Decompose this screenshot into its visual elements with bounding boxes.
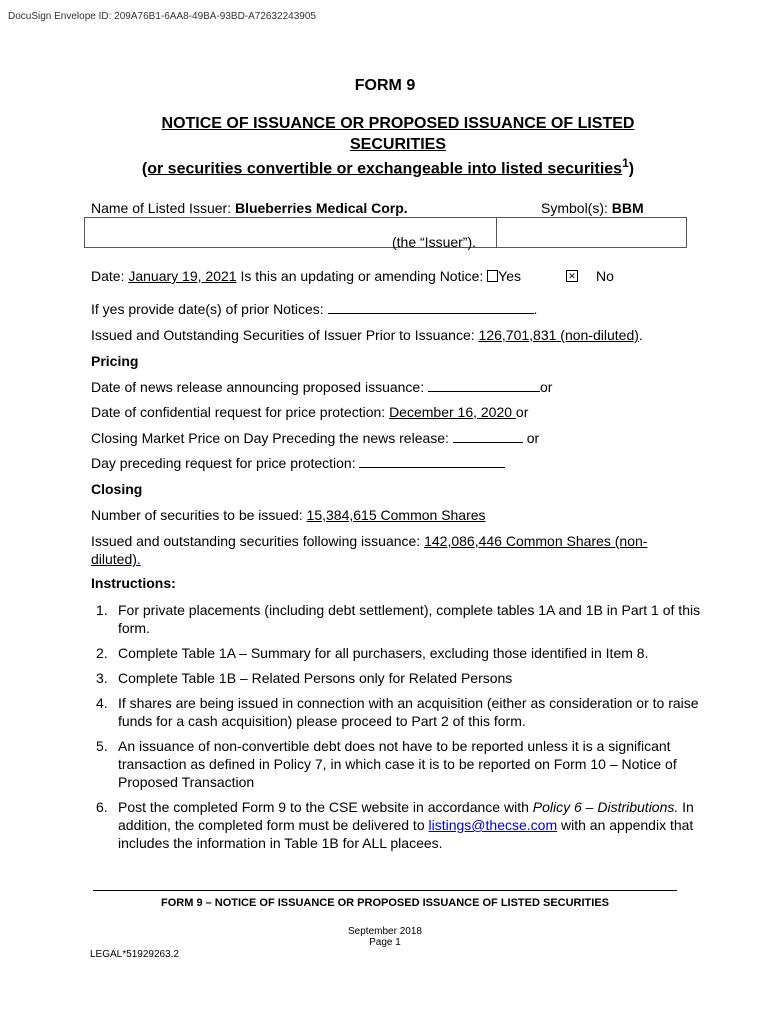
notice-title: NOTICE OF ISSUANCE OR PROPOSED ISSUANCE OF LISTED SECURITIES [161, 115, 635, 153]
issuer-box-divider [496, 218, 497, 248]
symbol-value: BBM [611, 200, 644, 216]
instruction-text: Complete Table 1A – Summary for all purchasers, excluding those identified in Item 8. [118, 645, 649, 661]
sub-title-text: (or securities convertible or exchangeable into listed securities [141, 160, 623, 178]
news-release-label: Date of news release announcing proposed issuance: [91, 379, 425, 395]
instruction-item [90, 798, 710, 852]
instruction-number: 5. [96, 738, 108, 754]
legal-reference: LEGAL*51929263.2 [90, 949, 179, 960]
day-preceding-line [91, 455, 505, 471]
instruction-item [90, 669, 710, 687]
confidential-request-or: or [515, 404, 529, 420]
prior-notices-end: . [533, 301, 538, 317]
instruction-number: 3. [96, 670, 108, 686]
instruction-text-pre: Post the completed Form 9 to the CSE website in accordance with [118, 799, 533, 815]
closing-heading: Closing [91, 481, 143, 497]
issued-outstanding-label: Issued and Outstanding Securities of Issuer Prior to Issuance: [91, 327, 479, 343]
form-title: FORM 9 [354, 77, 416, 94]
following-issuance-value-1: 142,086,446 Common Shares (non- [424, 533, 648, 549]
following-issuance-label: Issued and outstanding securities following issuance: [91, 533, 425, 549]
instruction-text-post: with an appendix that includes the information in Table 1B for ALL placees. [118, 817, 694, 851]
yes-checkbox[interactable] [487, 270, 498, 282]
no-label: No [596, 268, 614, 284]
confidential-request-label: Date of confidential request for price protection: [91, 404, 390, 420]
footer-rule [93, 890, 677, 891]
prior-notices-label: If yes provide date(s) of prior Notices: [91, 301, 324, 317]
issued-outstanding-line [91, 327, 643, 343]
instructions-heading: Instructions: [91, 575, 176, 591]
issuer-tag: (the “Issuer”). [392, 234, 477, 250]
listings-email-link[interactable]: listings@thecse.com [428, 817, 558, 833]
issued-outstanding-end: . [638, 327, 643, 343]
closing-market-blank[interactable] [453, 430, 523, 443]
no-option [566, 268, 578, 284]
confidential-request-date: December 16, 2020 [389, 404, 516, 420]
issuer-field-box [84, 217, 687, 248]
sub-title-close: ) [628, 160, 635, 178]
issuer-name-line [91, 200, 408, 216]
date-line [91, 268, 521, 284]
instruction-item [90, 737, 710, 791]
sub-title [90, 156, 686, 178]
securities-issued-value: 15,384,615 Common Shares [306, 507, 486, 523]
day-preceding-blank[interactable] [359, 455, 505, 468]
securities-issued-line [91, 507, 486, 523]
amending-question: Is this an updating or amending Notice: [236, 268, 488, 284]
following-issuance-value-2: diluted) [91, 551, 137, 567]
instruction-text: An issuance of non-convertible debt does not have to be reported unless it is a significant transaction as defined in Policy 7, in which case it is to be reported on Form 10 – Notice of Proposed Transaction [118, 738, 677, 790]
prior-notices-line [91, 301, 537, 317]
day-preceding-label: Day preceding request for price protection: [91, 455, 356, 471]
instruction-text: If shares are being issued in connection with an acquisition (either as consideration or to raise funds for a cash acquisition) please proceed to Part 2 of this form. [118, 695, 699, 729]
issued-outstanding-value: 126,701,831 (non-diluted) [478, 327, 639, 343]
docusign-envelope-id: DocuSign Envelope ID: 209A76B1-6AA8-49BA-93BD-A72632243905 [8, 11, 316, 22]
instruction-number: 1. [96, 602, 108, 618]
policy-reference: Policy 6 – Distributions. [532, 799, 679, 815]
symbol-label: Symbol(s): [541, 200, 612, 216]
following-issuance-end: . [136, 551, 141, 567]
instruction-text-mid: In addition, the completed form must be delivered to [118, 799, 694, 833]
securities-issued-label: Number of securities to be issued: [91, 507, 307, 523]
issuer-label: Name of Listed Issuer: [91, 200, 235, 216]
no-checkbox-checked[interactable]: ✕ [566, 270, 578, 282]
instruction-item [90, 644, 710, 662]
date-label: Date: [91, 268, 129, 284]
instruction-item [90, 601, 710, 637]
instruction-number: 2. [96, 645, 108, 661]
symbol-line [541, 200, 644, 216]
footer-page: Page 1 [369, 937, 401, 948]
footer-date: September 2018 [348, 926, 422, 937]
instructions-list [90, 601, 710, 852]
instruction-text: Complete Table 1B – Related Persons only for Related Persons [118, 670, 513, 686]
instruction-number: 4. [96, 695, 108, 711]
closing-market-line [91, 430, 539, 446]
closing-market-label: Closing Market Price on Day Preceding the news release: [91, 430, 449, 446]
instruction-number: 6. [96, 799, 108, 815]
closing-market-or: or [526, 430, 540, 446]
footer-title: FORM 9 – NOTICE OF ISSUANCE OR PROPOSED ISSUANCE OF LISTED SECURITIES [161, 897, 609, 909]
pricing-heading: Pricing [91, 353, 139, 369]
yes-label: Yes [498, 268, 521, 284]
footnote-marker: 1 [622, 156, 629, 170]
notice-date: January 19, 2021 [128, 268, 237, 284]
news-release-line [91, 379, 552, 395]
prior-notices-blank[interactable] [328, 301, 534, 314]
news-release-blank[interactable] [428, 379, 540, 392]
instruction-text: For private placements (including debt settlement), complete tables 1A and 1B in Part 1 of this form. [118, 602, 701, 636]
following-issuance-line [91, 532, 691, 568]
instruction-item [90, 694, 710, 730]
issuer-name: Blueberries Medical Corp. [234, 200, 408, 216]
confidential-request-line [91, 404, 528, 420]
news-release-or: or [540, 379, 553, 395]
